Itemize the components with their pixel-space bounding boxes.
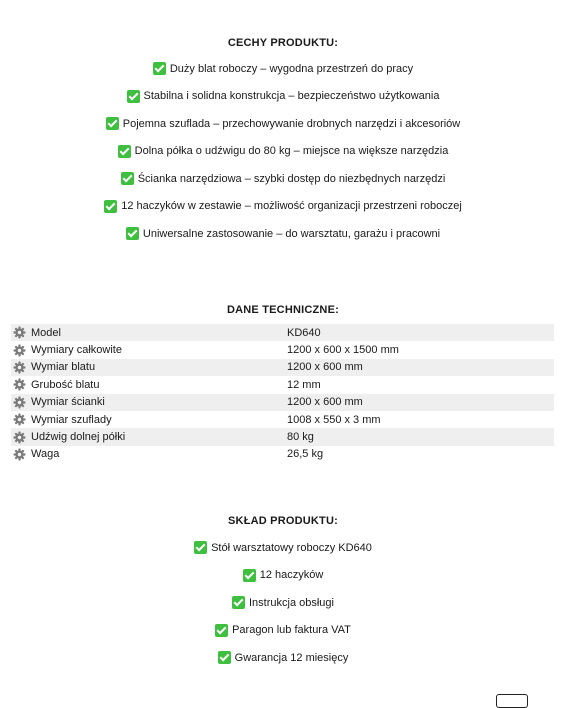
feature-text: Dolna półka o udźwigu do 80 kg – miejsce na większe narzędzia bbox=[134, 145, 449, 158]
check-mark-icon bbox=[126, 227, 139, 240]
gear-icon bbox=[13, 361, 26, 374]
tech-value: 1200 x 600 mm bbox=[287, 396, 363, 409]
tech-row bbox=[11, 376, 554, 393]
contents-item bbox=[0, 589, 566, 617]
gear-icon bbox=[13, 448, 26, 461]
check-mark-icon bbox=[215, 624, 228, 637]
feature-text: Pojemna szuflada – przechowywanie drobnych narzędzi i akcesoriów bbox=[122, 117, 461, 130]
tech-row bbox=[11, 411, 554, 428]
gear-icon bbox=[13, 431, 26, 444]
tech-label: Wymiar blatu bbox=[31, 361, 96, 374]
contents-text: Instrukcja obsługi bbox=[249, 596, 334, 609]
gear-icon bbox=[13, 344, 26, 357]
tech-row bbox=[11, 324, 554, 341]
tech-table bbox=[11, 324, 554, 463]
check-mark-icon bbox=[232, 596, 245, 609]
contents-text: 12 haczyków bbox=[259, 569, 324, 582]
feature-text: Uniwersalne zastosowanie – do warsztatu, garażu i pracowni bbox=[142, 227, 441, 240]
check-mark-icon bbox=[194, 541, 207, 554]
check-mark-icon bbox=[153, 62, 166, 75]
contents-list bbox=[0, 534, 566, 672]
tech-value: 80 kg bbox=[287, 431, 314, 444]
contents-item bbox=[0, 644, 566, 672]
contents-item bbox=[0, 562, 566, 590]
check-mark-icon bbox=[243, 569, 256, 582]
tech-row bbox=[11, 394, 554, 411]
tech-label: Grubość blatu bbox=[31, 378, 100, 391]
corner-button[interactable] bbox=[496, 694, 528, 708]
tech-value: 12 mm bbox=[287, 378, 321, 391]
tech-row bbox=[11, 446, 554, 463]
check-mark-icon bbox=[121, 172, 134, 185]
feature-item bbox=[0, 138, 566, 166]
features-list bbox=[0, 55, 566, 248]
tech-label: Wymiary całkowite bbox=[31, 344, 122, 357]
contents-text: Stół warsztatowy roboczy KD640 bbox=[211, 541, 372, 554]
check-mark-icon bbox=[106, 117, 119, 130]
check-mark-icon bbox=[118, 145, 131, 158]
tech-label: Wymiar szuflady bbox=[31, 413, 112, 426]
feature-item bbox=[0, 220, 566, 248]
gear-icon bbox=[13, 378, 26, 391]
gear-icon bbox=[13, 413, 26, 426]
contents-item bbox=[0, 617, 566, 645]
feature-item bbox=[0, 110, 566, 138]
contents-text: Paragon lub faktura VAT bbox=[232, 624, 351, 637]
feature-item bbox=[0, 55, 566, 83]
feature-text: Duży blat roboczy – wygodna przestrzeń do pracy bbox=[169, 62, 414, 75]
tech-value: 1008 x 550 x 3 mm bbox=[287, 413, 381, 426]
gear-icon bbox=[13, 396, 26, 409]
tech-title: DANE TECHNICZNE: bbox=[227, 304, 339, 316]
feature-item bbox=[0, 165, 566, 193]
contents-text: Gwarancja 12 miesięcy bbox=[234, 651, 349, 664]
gear-icon bbox=[13, 326, 26, 339]
check-mark-icon bbox=[218, 651, 231, 664]
contents-item bbox=[0, 534, 566, 562]
tech-value: 1200 x 600 mm bbox=[287, 361, 363, 374]
tech-row bbox=[11, 359, 554, 376]
features-title: CECHY PRODUKTU: bbox=[227, 37, 339, 49]
feature-text: Ścianka narzędziowa – szybki dostęp do niezbędnych narzędzi bbox=[137, 172, 446, 185]
check-mark-icon bbox=[104, 200, 117, 213]
tech-value: 26,5 kg bbox=[287, 448, 324, 461]
feature-text: 12 haczyków w zestawie – możliwość organizacji przestrzeni roboczej bbox=[121, 200, 462, 213]
feature-item bbox=[0, 83, 566, 111]
tech-value: KD640 bbox=[287, 326, 321, 339]
tech-label: Model bbox=[31, 326, 61, 339]
contents-title: SKŁAD PRODUKTU: bbox=[228, 515, 338, 527]
tech-value: 1200 x 600 x 1500 mm bbox=[287, 344, 399, 357]
feature-item bbox=[0, 193, 566, 221]
feature-text: Stabilna i solidna konstrukcja – bezpieczeństwo użytkowania bbox=[143, 90, 440, 103]
tech-row bbox=[11, 341, 554, 358]
tech-label: Waga bbox=[31, 448, 60, 461]
tech-label: Udźwig dolnej półki bbox=[31, 431, 126, 444]
tech-label: Wymiar ścianki bbox=[31, 396, 105, 409]
check-mark-icon bbox=[127, 90, 140, 103]
tech-row bbox=[11, 428, 554, 445]
